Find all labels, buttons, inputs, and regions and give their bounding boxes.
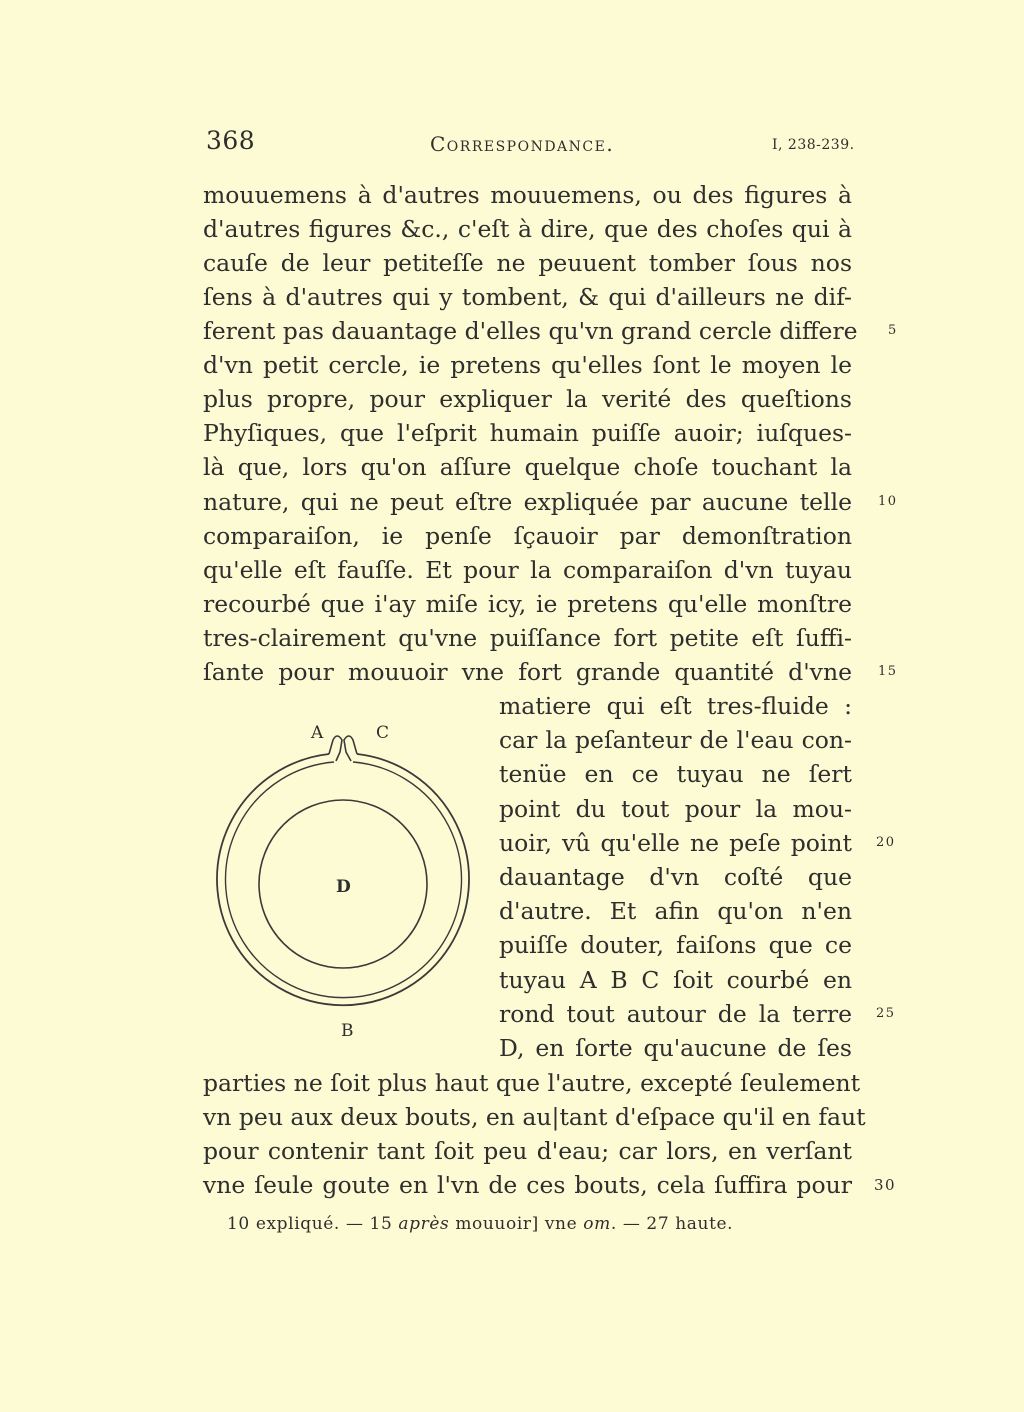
page-reference: I, 238-239.	[772, 137, 855, 153]
tube-end-a	[329, 736, 342, 761]
text-line: uoir, vû qu'elle ne peſe point	[499, 829, 852, 857]
text-line: ferent pas dauantage d'elles qu'vn grand cercle differe	[203, 317, 858, 345]
footnote-italic: om	[583, 1214, 611, 1234]
text-line: d'autres figures &c., c'eſt à dire, que des choſes qui à	[203, 215, 852, 243]
text-line: cauſe de leur petiteſſe ne peuuent tomber ſous nos	[203, 249, 852, 277]
text-line: ſens à d'autres qui y tombent, & qui d'ailleurs ne dif-	[203, 283, 852, 311]
text-line: parties ne ſoit plus haut que l'autre, excepté ſeulement	[203, 1069, 861, 1097]
text-line: d'autre. Et afin qu'on n'en	[499, 897, 852, 925]
text-line: là que, lors qu'on aſſure quelque choſe touchant la	[203, 453, 852, 481]
tube-diagram-svg	[205, 712, 485, 1042]
label-b: B	[341, 1021, 354, 1041]
footnote-text: 10 expliqué. — 15	[227, 1214, 399, 1234]
line-number: 20	[876, 835, 896, 850]
footnote-text: . — 27 haute.	[610, 1214, 734, 1234]
text-line: recourbé que i'ay miſe icy, ie pretens qu'elle monſtre	[203, 590, 852, 618]
text-line: comparaiſon, ie penſe ſçauoir par demonſtration	[203, 522, 852, 550]
text-line: point du tout pour la mou-	[499, 795, 852, 823]
text-line: car la peſanteur de l'eau con-	[499, 726, 852, 754]
text-line: tenüe en ce tuyau ne ſert	[499, 760, 852, 788]
running-title: Correspondance.	[430, 132, 615, 156]
page-number: 368	[206, 126, 256, 155]
text-line: ſante pour mouuoir vne fort grande quantité d'vne	[203, 658, 852, 686]
text-line: dauantage d'vn coſté que	[499, 863, 852, 891]
tube-end-c	[344, 736, 357, 761]
tube-diagram	[205, 712, 485, 1042]
footnote-text: mouuoir] vne	[449, 1214, 584, 1234]
text-line: plus propre, pour expliquer la verité des queſtions	[203, 385, 852, 413]
line-number: 25	[876, 1006, 896, 1021]
line-number: 30	[874, 1176, 897, 1194]
label-d: D	[336, 877, 351, 897]
text-line: nature, qui ne peut eſtre expliquée par aucune telle	[203, 488, 852, 516]
text-line: rond tout autour de la terre	[499, 1000, 852, 1028]
text-line: qu'elle eſt fauſſe. Et pour la comparaiſon d'vn tuyau	[203, 556, 852, 584]
text-line: vne ſeule goute en l'vn de ces bouts, cela ſuffira pour	[203, 1171, 852, 1199]
text-line: matiere qui eſt tres-fluide :	[499, 692, 852, 720]
text-line: Phyſiques, que l'eſprit humain puiſſe auoir; iuſques-	[203, 419, 852, 447]
text-line: D, en ſorte qu'aucune de ſes	[499, 1034, 852, 1062]
footnote-italic: après	[398, 1214, 450, 1234]
line-number: 15	[878, 664, 898, 679]
text-line: mouuemens à d'autres mouuemens, ou des figures à	[203, 181, 852, 209]
text-line: puiſſe douter, faiſons que ce	[499, 931, 852, 959]
label-c: C	[376, 723, 390, 743]
line-number: 5	[888, 323, 898, 338]
text-line: d'vn petit cercle, ie pretens qu'elles ſont le moyen le	[203, 351, 852, 379]
text-line: tuyau A B C ſoit courbé en	[499, 966, 852, 994]
text-line: tres-clairement qu'vne puiſſance fort petite eſt ſuffi-	[203, 624, 852, 652]
text-line: vn peu aux deux bouts, en au|tant d'eſpace qu'il en faut	[203, 1103, 866, 1131]
label-a: A	[311, 723, 324, 743]
line-number: 10	[878, 494, 898, 509]
footnote	[227, 1212, 733, 1236]
text-line: pour contenir tant ſoit peu d'eau; car lors, en verſant	[203, 1137, 852, 1165]
page-header	[0, 126, 1024, 166]
